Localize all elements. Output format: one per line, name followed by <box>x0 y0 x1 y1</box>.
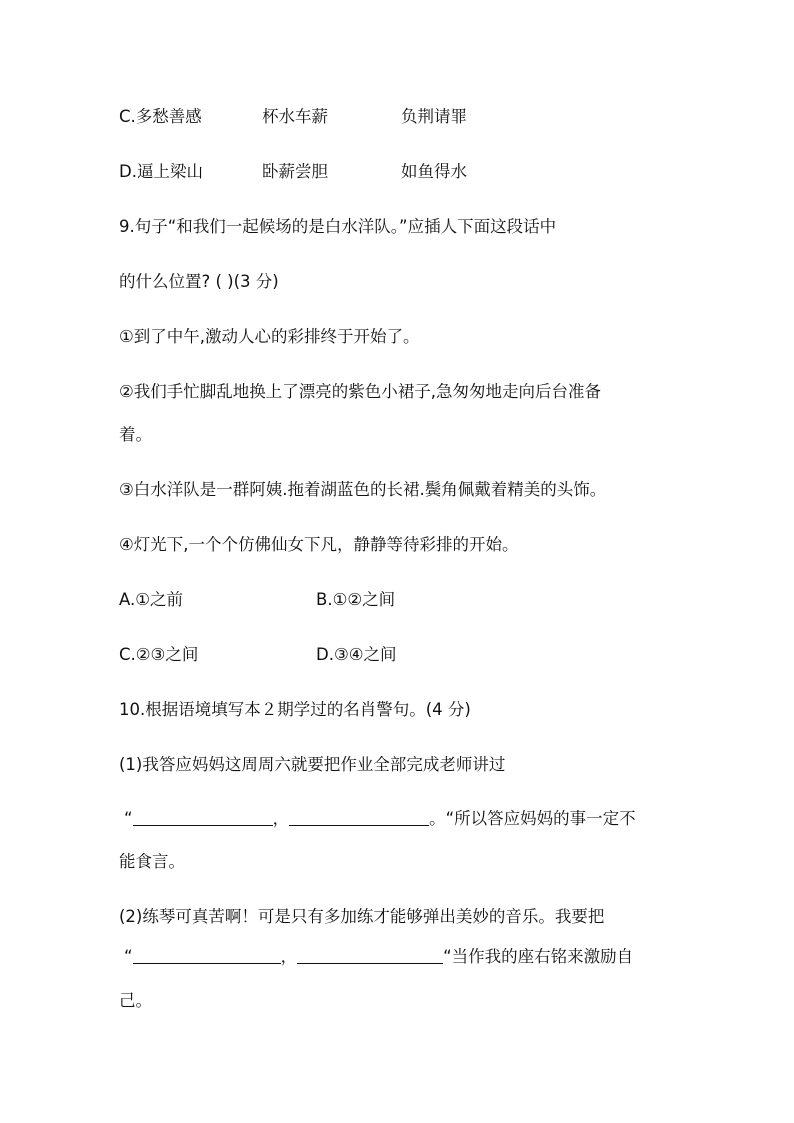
question-9-sentence-1: ①到了中午,激动人心的彩排终于开始了。 <box>119 327 420 346</box>
question-9-stem-line-1: 9.句子“和我们一起候场的是白水洋队。”应插人下面这段话中 <box>119 217 557 236</box>
option-c-row <box>119 106 202 128</box>
part-2-line-2-tail: “当作我的座右铭来激励自 <box>443 947 634 966</box>
option-c-word-1: C.多愁善感 <box>119 107 202 126</box>
question-9-option-b: B.①②之间 <box>316 590 396 609</box>
question-9-sentence-4: ④灯光下,一个个仿佛仙女下凡，静静等待彩排的开始。 <box>119 535 519 554</box>
answer-blank-2a[interactable] <box>133 947 281 964</box>
question-9-stem-line-2: 的什么位置? ( )(3 分) <box>119 272 279 291</box>
question-9-option-a: A.①之前 <box>119 590 184 609</box>
question-10-part-2-line-1: (2)练琴可真苦啊！可是只有多加练才能够弹出美妙的音乐。我要把 <box>119 907 605 926</box>
question-9-sentence-2-line-1: ②我们手忙脚乱地换上了漂亮的紫色小裙子,急匆匆地走向后台准备 <box>119 382 602 401</box>
option-d-word-2: 卧薪尝胆 <box>262 162 328 181</box>
question-9-option-c: C.②③之间 <box>119 645 199 664</box>
option-d-row <box>119 161 203 183</box>
comma: ， <box>272 809 290 828</box>
comma: ， <box>280 947 298 966</box>
part-1-line-2-tail: 。“所以答应妈妈的事一定不 <box>429 809 636 828</box>
option-d-word-3: 如鱼得水 <box>401 162 467 181</box>
option-c-word-3: 负荆请罪 <box>401 107 467 126</box>
open-quote: “ <box>124 809 133 828</box>
answer-blank-2b[interactable] <box>297 947 443 964</box>
option-d-word-1: D.逼上梁山 <box>119 162 203 181</box>
question-10-stem: 10.根据语境填写本２期学过的名肖警句。(4 分) <box>119 700 471 719</box>
open-quote: “ <box>124 947 133 966</box>
question-9-sentence-3: ③白水洋队是一群阿姨.拖着湖蓝色的长裙.鬓角佩戴着精美的头饰。 <box>119 480 607 499</box>
answer-blank-1a[interactable] <box>133 809 273 826</box>
question-10-part-2-line-3: 己。 <box>119 991 152 1010</box>
question-10-part-2-line-2 <box>124 946 633 968</box>
question-10-part-1-line-2 <box>124 808 636 830</box>
question-9-option-d: D.③④之间 <box>316 645 397 664</box>
question-10-part-1-line-3: 能食言。 <box>119 852 185 871</box>
question-10-part-1-line-1: (1)我答应妈妈这周周六就要把作业全部完成老师讲过 <box>119 755 506 774</box>
answer-blank-1b[interactable] <box>289 809 429 826</box>
option-c-word-2: 杯水车薪 <box>262 107 328 126</box>
question-9-sentence-2-line-2: 着。 <box>119 425 152 444</box>
